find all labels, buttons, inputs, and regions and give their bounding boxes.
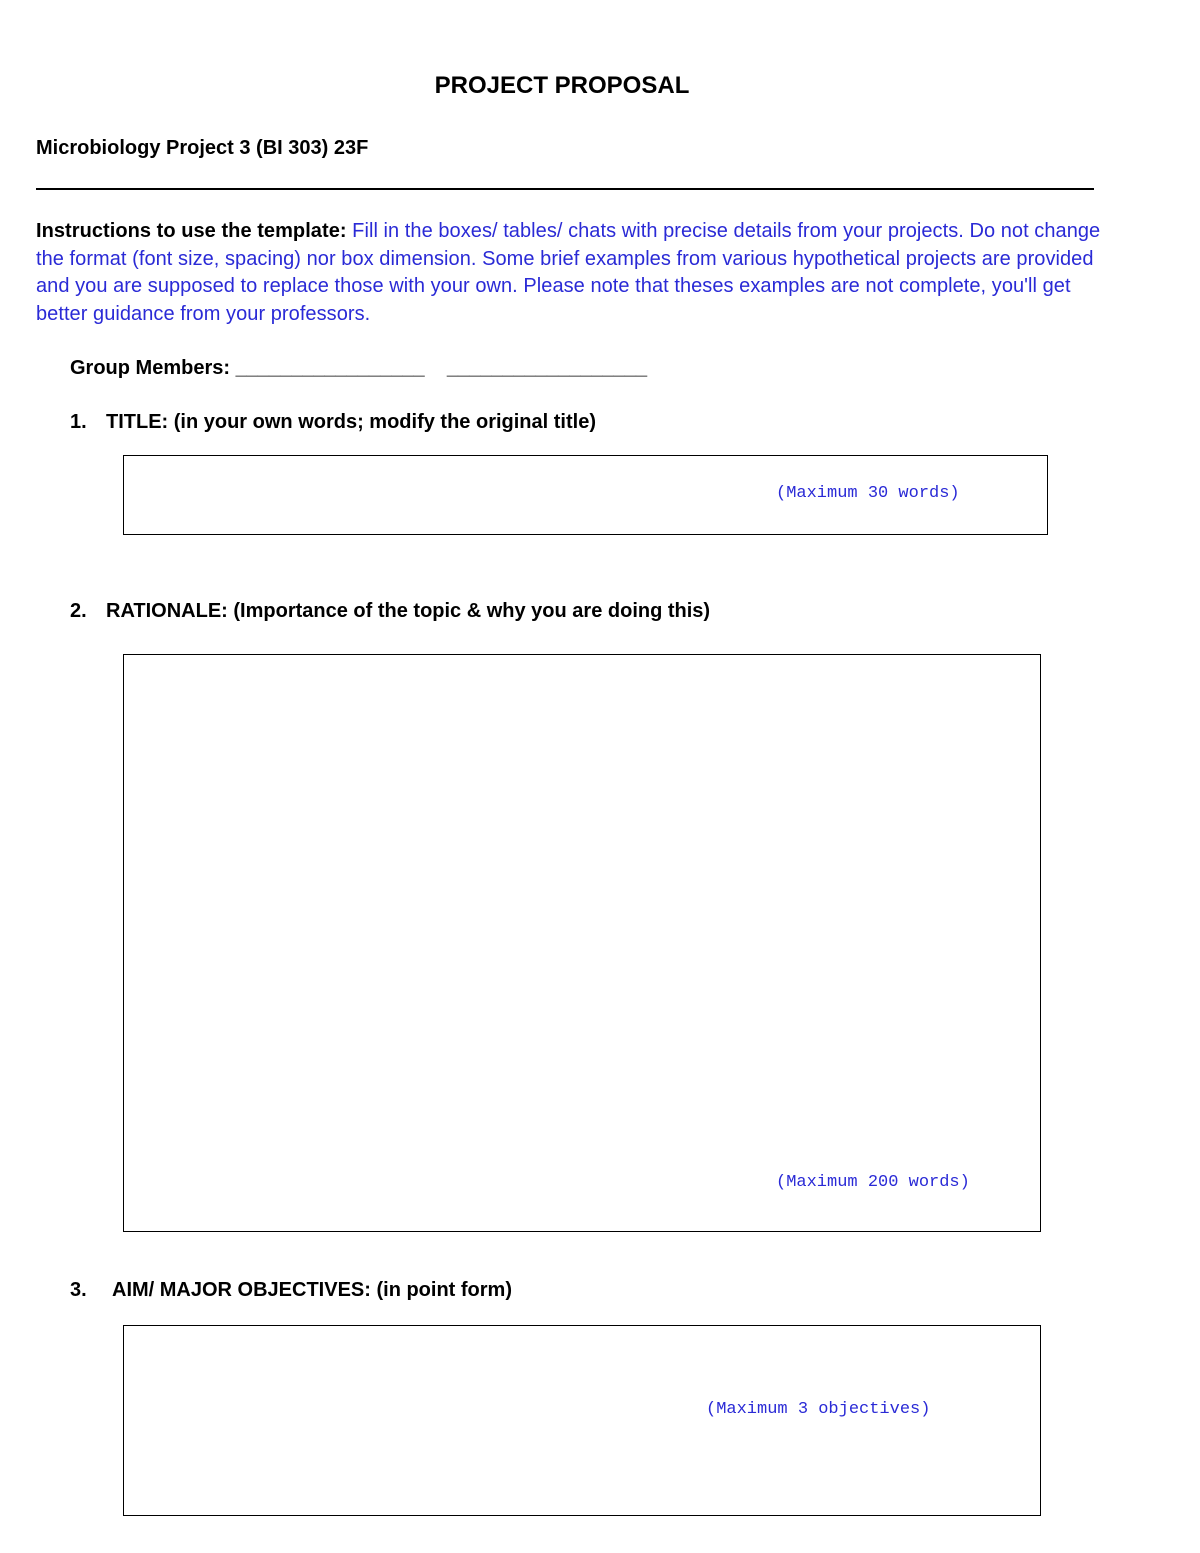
section-rationale-heading <box>70 597 710 625</box>
instructions-paragraph <box>36 218 1106 328</box>
section-heading-text: AIM/ MAJOR OBJECTIVES: (in point form) <box>112 1279 512 1301</box>
instructions-text: Fill in the boxes/ tables/ chats with precise details from your projects. Do not change the format (font size, spacing) nor box dimension. Some brief examples from various hypothetical projects are provided and you are supposed to replace those with your own. Please note that theses examples are not complete, you'll get better guidance from your professors. <box>36 220 1101 325</box>
group-members-field[interactable]: Group Members: _________________ __________________ <box>70 357 648 379</box>
document-title: PROJECT PROPOSAL <box>434 72 690 99</box>
instructions-lead: Instructions to use the template: <box>36 220 347 242</box>
title-word-limit-hint: (Maximum 30 words) <box>776 484 960 503</box>
section-number: 3. <box>70 1279 87 1301</box>
horizontal-divider <box>36 188 1094 190</box>
rationale-word-limit-hint: (Maximum 200 words) <box>776 1173 970 1192</box>
objectives-limit-hint: (Maximum 3 objectives) <box>706 1400 931 1419</box>
section-number: 1. <box>70 411 87 433</box>
rationale-input-box[interactable] <box>123 654 1041 1232</box>
section-heading-text: RATIONALE: (Importance of the topic & why you are doing this) <box>106 600 711 622</box>
course-name: Microbiology Project 3 (BI 303) 23F <box>36 137 369 159</box>
section-heading-text: TITLE: (in your own words; modify the original title) <box>106 411 596 433</box>
section-objectives-heading <box>70 1276 512 1304</box>
section-title-heading <box>70 408 596 436</box>
section-number: 2. <box>70 600 87 622</box>
